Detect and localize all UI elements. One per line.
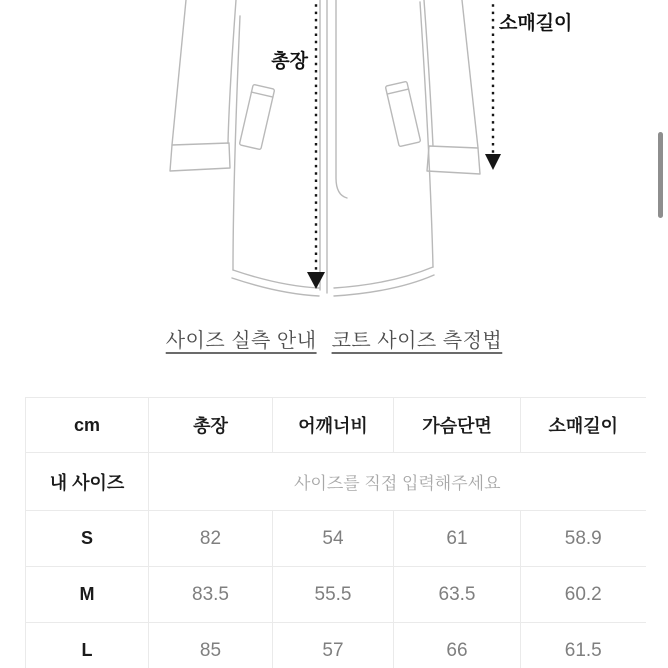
- sleeve-length-label: 소매길이: [499, 13, 573, 34]
- cell-chest-width: 66: [394, 623, 521, 668]
- cell-sleeve-length: 58.9: [521, 511, 646, 567]
- cell-total-length: 83.5: [149, 567, 273, 623]
- size-guide-links: [0, 324, 668, 353]
- coat-right-pocket: [385, 81, 420, 146]
- cell-shoulder-width: 54: [273, 511, 394, 567]
- coat-hem-seam-left: [233, 270, 319, 288]
- size-measurement-guide-link[interactable]: 사이즈 실측 안내: [165, 330, 317, 352]
- header-cell-sleeve-length: 소매길이: [521, 398, 646, 453]
- cell-chest-width: 61: [394, 511, 521, 567]
- size-table: [25, 397, 646, 668]
- coat-body-left-edge: [233, 16, 240, 270]
- coat-hem-edge-right: [334, 275, 434, 296]
- cell-total-length: 85: [149, 623, 273, 668]
- size-row-m: [26, 567, 646, 623]
- coat-left-cuff: [170, 143, 230, 171]
- cell-sleeve-length: 60.2: [521, 567, 646, 623]
- header-cell-shoulder-width: 어깨너비: [273, 398, 394, 453]
- coat-facing-line: [336, 0, 347, 198]
- coat-right-sleeve-outer: [462, 0, 478, 148]
- header-cell-unit: cm: [26, 398, 149, 453]
- my-size-label-cell: 내 사이즈: [26, 453, 149, 511]
- total-length-arrowhead-icon: [307, 272, 325, 289]
- coat-measurement-diagram: [0, 0, 668, 312]
- coat-right-cuff: [427, 146, 480, 174]
- size-table-header-row: [26, 398, 646, 453]
- my-size-input-cell[interactable]: 사이즈를 직접 입력해주세요: [149, 453, 646, 511]
- coat-right-sleeve-inner: [424, 0, 433, 146]
- cell-total-length: 82: [149, 511, 273, 567]
- coat-hem-seam-right: [334, 267, 433, 288]
- size-row-l: [26, 623, 646, 668]
- coat-left-sleeve-inner: [228, 0, 236, 143]
- size-label-cell: M: [26, 567, 149, 623]
- cell-shoulder-width: 55.5: [273, 567, 394, 623]
- scrollbar-thumb[interactable]: [658, 132, 663, 218]
- my-size-row: [26, 453, 646, 511]
- cell-chest-width: 63.5: [394, 567, 521, 623]
- coat-left-pocket: [239, 84, 274, 149]
- cell-sleeve-length: 61.5: [521, 623, 646, 668]
- cell-shoulder-width: 57: [273, 623, 394, 668]
- total-length-label: 총장: [271, 51, 308, 72]
- size-row-s: [26, 511, 646, 567]
- size-label-cell: S: [26, 511, 149, 567]
- header-cell-total-length: 총장: [149, 398, 273, 453]
- coat-size-how-to-measure-link[interactable]: 코트 사이즈 측정법: [331, 330, 503, 352]
- header-cell-chest-width: 가슴단면: [394, 398, 521, 453]
- size-label-cell: L: [26, 623, 149, 668]
- coat-left-sleeve-outer: [172, 0, 186, 145]
- sleeve-length-arrowhead-icon: [485, 154, 501, 170]
